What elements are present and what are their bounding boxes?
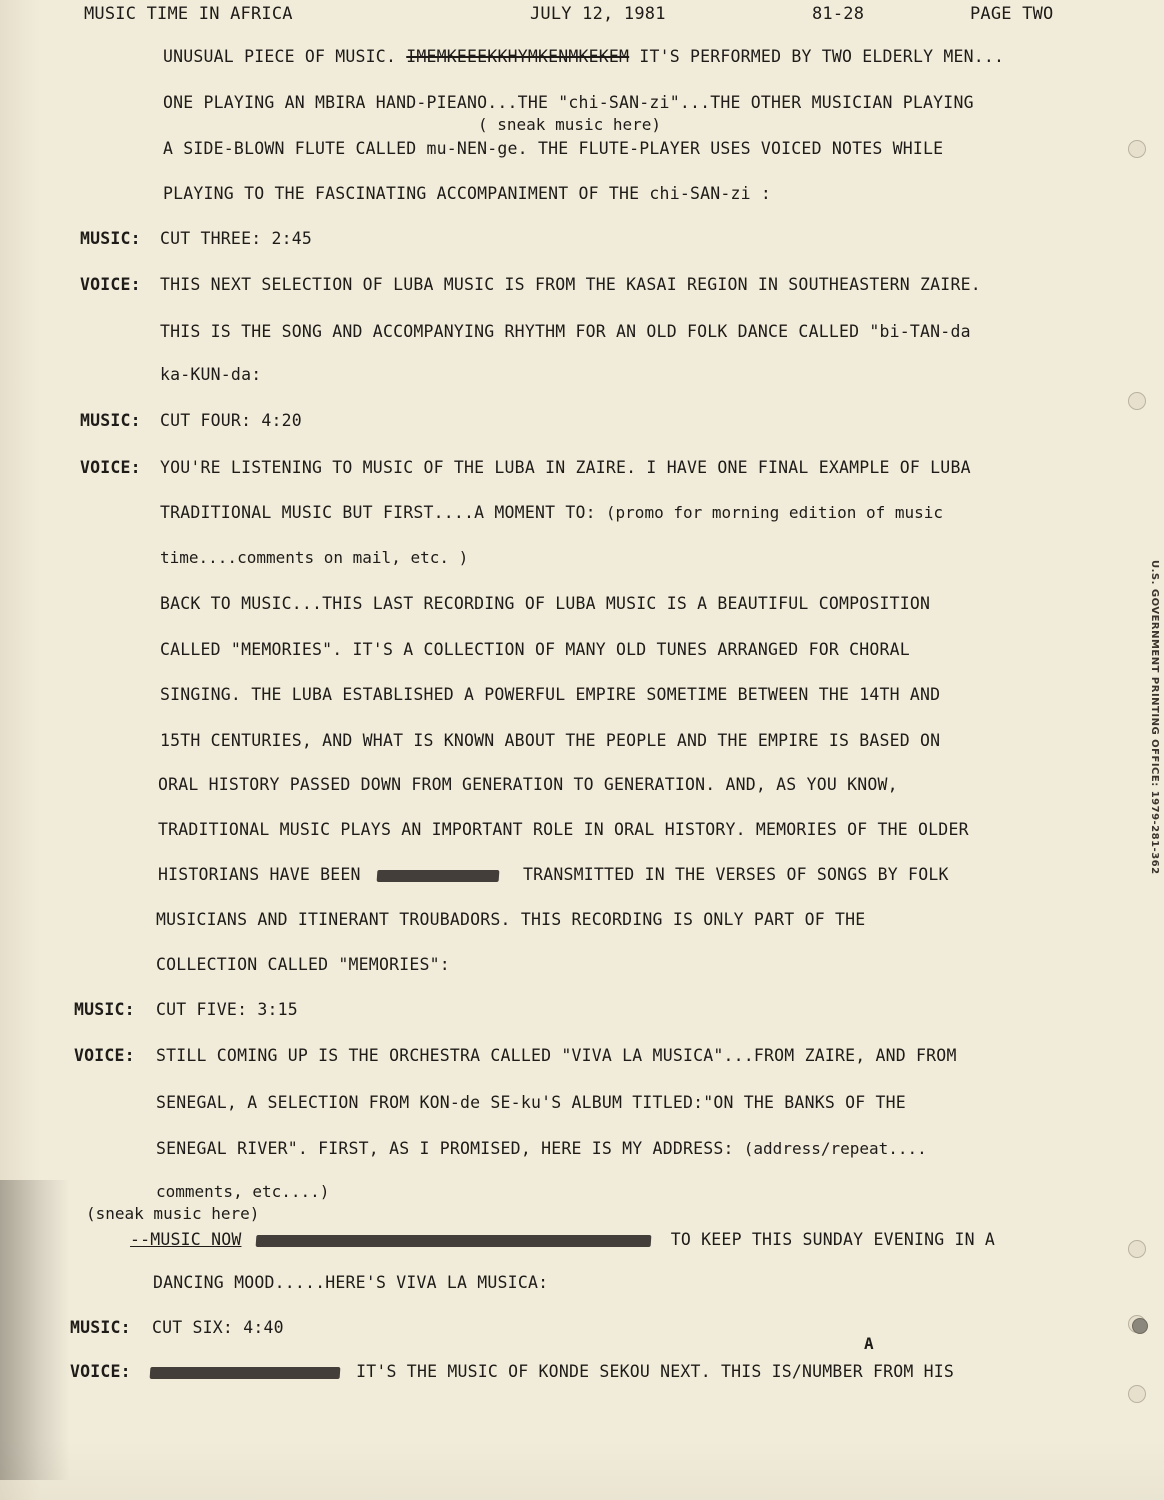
- text-line: [150, 1362, 954, 1382]
- text-line: THIS NEXT SELECTION OF LUBA MUSIC IS FROM THE KASAI REGION IN SOUTHEASTERN ZAIRE.: [160, 275, 981, 294]
- text-line: A SIDE-BLOWN FLUTE CALLED mu-NEN-ge. THE FLUTE-PLAYER USES VOICED NOTES WHILE: [163, 139, 944, 158]
- cue-label-voice: VOICE:: [74, 1046, 135, 1065]
- program-title: MUSIC TIME IN AFRICA: [84, 4, 293, 24]
- text-line: [163, 47, 1004, 67]
- text-line: THIS IS THE SONG AND ACCOMPANYING RHYTHM FOR AN OLD FOLK DANCE CALLED "bi-TAN-da: [160, 322, 971, 341]
- cue-label-music: MUSIC:: [80, 229, 141, 248]
- text-segment: IT'S PERFORMED BY TWO ELDERLY MEN...: [639, 47, 1005, 66]
- cue-text: CUT FIVE: 3:15: [156, 1000, 298, 1019]
- binder-hole: [1128, 140, 1146, 158]
- program-number: 81-28: [812, 4, 865, 24]
- text-segment: HISTORIANS HAVE BEEN: [158, 865, 361, 884]
- cue-label-voice: VOICE:: [80, 275, 141, 294]
- text-line: ONE PLAYING AN MBIRA HAND-PIEANO...THE "chi-SAN-zi"...THE OTHER MUSICIAN PLAYING: [163, 93, 974, 112]
- text-line: COLLECTION CALLED "MEMORIES":: [156, 955, 450, 974]
- text-line: BACK TO MUSIC...THIS LAST RECORDING OF LUBA MUSIC IS A BEAUTIFUL COMPOSITION: [160, 594, 931, 613]
- text-segment: TO KEEP THIS SUNDAY EVENING IN A: [670, 1230, 996, 1249]
- text-line: YOU'RE LISTENING TO MUSIC OF THE LUBA IN ZAIRE. I HAVE ONE FINAL EXAMPLE OF LUBA: [160, 458, 971, 477]
- text-line: MUSICIANS AND ITINERANT TROUBADORS. THIS RECORDING IS ONLY PART OF THE: [156, 910, 866, 929]
- binder-hole: [1128, 392, 1146, 410]
- redaction-mark: [150, 1367, 341, 1379]
- text-line: ORAL HISTORY PASSED DOWN FROM GENERATION TO GENERATION. AND, AS YOU KNOW,: [158, 775, 898, 794]
- redaction-mark: [376, 870, 499, 882]
- text-line: [156, 1139, 927, 1159]
- printing-office-imprint: U.S. GOVERNMENT PRINTING OFFICE: 1979-281-362: [1149, 560, 1160, 875]
- text-segment: IT'S THE MUSIC OF KONDE SEKOU NEXT. THIS IS/NUMBER FROM HIS: [356, 1362, 955, 1381]
- text-line: CALLED "MEMORIES". IT'S A COLLECTION OF MANY OLD TUNES ARRANGED FOR CHORAL: [160, 640, 910, 659]
- text-segment: (address/repeat....: [743, 1139, 927, 1158]
- text-line: [160, 503, 943, 523]
- text-line: comments, etc....): [156, 1182, 330, 1201]
- handwritten-insert: (sneak music here): [86, 1204, 260, 1223]
- cue-label-voice: VOICE:: [70, 1362, 131, 1381]
- text-segment: TRADITIONAL MUSIC BUT FIRST....A MOMENT TO:: [160, 503, 596, 522]
- text-segment: --MUSIC NOW: [130, 1230, 242, 1249]
- redaction-mark: [255, 1235, 651, 1247]
- cue-label-music: MUSIC:: [70, 1318, 131, 1337]
- text-segment: TRANSMITTED IN THE VERSES OF SONGS BY FOLK: [522, 865, 949, 884]
- text-line: ka-KUN-da:: [160, 365, 262, 384]
- text-line: time....comments on mail, etc. ): [160, 548, 469, 567]
- text-line: TRADITIONAL MUSIC PLAYS AN IMPORTANT ROLE IN ORAL HISTORY. MEMORIES OF THE OLDER: [158, 820, 969, 839]
- text-line: 15TH CENTURIES, AND WHAT IS KNOWN ABOUT THE PEOPLE AND THE EMPIRE IS BASED ON: [160, 731, 941, 750]
- text-segment: UNUSUAL PIECE OF MUSIC.: [163, 47, 397, 66]
- text-segment: SENEGAL RIVER". FIRST, AS I PROMISED, HERE IS MY ADDRESS:: [156, 1139, 734, 1158]
- text-line: STILL COMING UP IS THE ORCHESTRA CALLED "VIVA LA MUSICA"...FROM ZAIRE, AND FROM: [156, 1046, 957, 1065]
- cue-text: CUT FOUR: 4:20: [160, 411, 302, 430]
- cue-text: CUT SIX: 4:40: [152, 1318, 284, 1337]
- text-line: [130, 1230, 995, 1250]
- text-segment: (promo for morning edition of music: [605, 503, 944, 522]
- binder-hole: [1132, 1318, 1148, 1334]
- text-line: SENEGAL, A SELECTION FROM KON-de SE-ku'S ALBUM TITLED:"ON THE BANKS OF THE: [156, 1093, 906, 1112]
- handwritten-insert: ( sneak music here): [478, 115, 662, 134]
- text-line: SINGING. THE LUBA ESTABLISHED A POWERFUL EMPIRE SOMETIME BETWEEN THE 14TH AND: [160, 685, 941, 704]
- page-number: PAGE TWO: [970, 4, 1054, 24]
- cue-text: CUT THREE: 2:45: [160, 229, 313, 248]
- cue-label-music: MUSIC:: [80, 411, 141, 430]
- cue-label-music: MUSIC:: [74, 1000, 135, 1019]
- text-line: [158, 865, 949, 885]
- scan-smudge: [0, 1180, 70, 1480]
- insertion-caret: A: [864, 1334, 874, 1353]
- binder-hole: [1128, 1240, 1146, 1258]
- cue-label-voice: VOICE:: [80, 458, 141, 477]
- binder-hole: [1128, 1385, 1146, 1403]
- struck-text: IMEMKEEEKKHYMKENMKEKEM: [406, 47, 630, 66]
- text-line: DANCING MOOD.....HERE'S VIVA LA MUSICA:: [153, 1273, 549, 1292]
- broadcast-date: JULY 12, 1981: [530, 4, 666, 24]
- text-line: PLAYING TO THE FASCINATING ACCOMPANIMENT OF THE chi-SAN-zi :: [163, 184, 772, 203]
